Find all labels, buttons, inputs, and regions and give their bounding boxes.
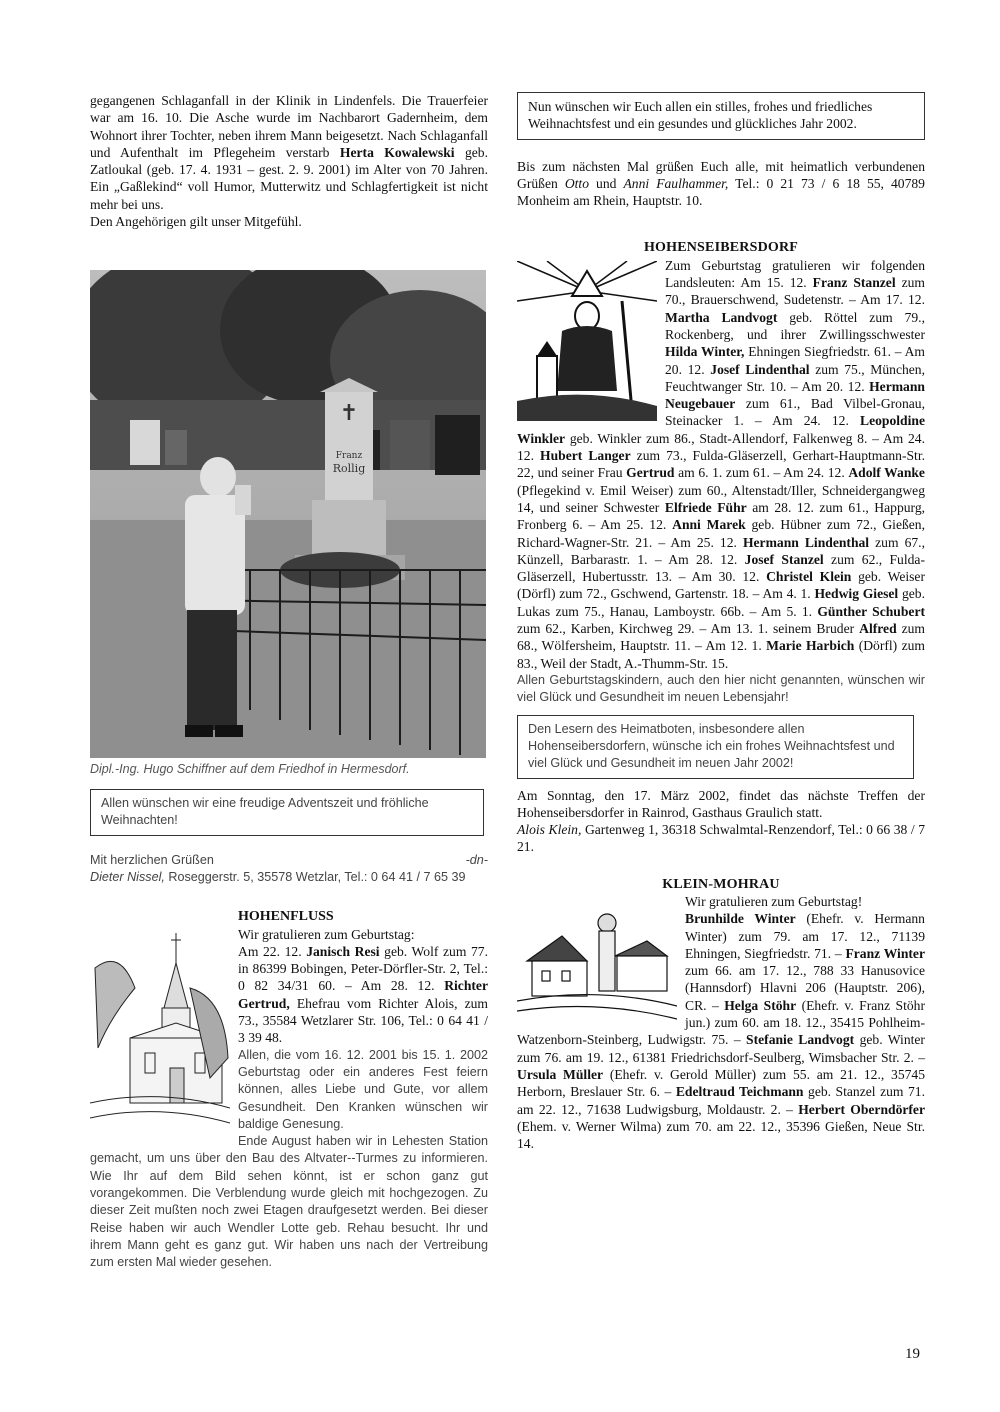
gravestone-line-2: Rollig [332,462,366,476]
woodcut-drawing [517,261,657,421]
closing-greeting: Bis zum nächsten Mal grüßen Euch alle, mit heimatlich verbundenen Grüßen Otto und Anni Faulhammer, Tel.: 0 21 73 / 6 18 55, 40789 Monheim am Rhein, Hauptstr. 10. [517,158,925,209]
chapel-drawing [90,928,230,1140]
hohenseibersdorf-wish: Allen Geburtstagskindern, auch den hier nicht genannten, wünschen wir viel Glück und Gesundheit im neuen Lebensjahr! [517,672,925,705]
hohenfluss-intro: Wir gratulieren zum Geburtstag: [238,926,415,942]
hohenfluss-section [90,908,488,1271]
hohenfluss-report: Ende August haben wir in Lehesten Station gemacht, um uns über den Bau des Altvater--Turmes zu informieren. Wie Ihr auf dem Bild sehen könnt, ist er schon ganz gut vorangekommen. Die Verblendung wurde gleich mit hochgezogen. Zu dieser Zeit mußten noch zwei Etagen draufgesetzt werden. Bei dieser Reise haben wir auch Wendler Lotte geb. Rehau besucht. Ihr und ihrem Mann geht es ganz gut. Wir haben uns nach der Vertreibung zum ersten Mal wieder gesehen. [90,1134,488,1270]
cemetery-photo [90,270,486,758]
hohenseibersdorf-greeting-box: Den Lesern des Heimatboten, insbesondere allen Hohenseibersdorfern, wünsche ich ein frohes Weihnachtsfest und viel Glück und Gesundheit im neuen Jahr 2002! [517,715,914,779]
hohenfluss-wishes: Allen, die vom 16. 12. 2001 bis 15. 1. 2002 Geburtstag oder ein anderes Fest feiern können, alles Liebe und Gute, vor allem Gesundheit. Den Kranken wünschen wir baldige Genesung. [238,1047,488,1131]
greeting-line: Mit herzlichen Grüßen -dn- [90,852,488,867]
hohenseibersdorf-signature: Alois Klein, Gartenweg 1, 36318 Schwalmtal-Renzendorf, Tel.: 0 66 38 / 7 21. [517,822,925,855]
photo-caption: Dipl.-Ing. Hugo Schiffner auf dem Friedhof in Hermesdorf. [90,762,410,777]
hohenseibersdorf-birthdays: Zum Geburtstag gratulieren wir folgenden Landsleuten: Am 15. 12. Franz Stanzel zum 70., Brauerschwend, Sudetenstr. – Am 17. 12. Martha Landvogt geb. Röttel zum 79., Rockenberg, und ihrer Zwillingsschwester Hilda Winter, Ehningen Siegfriedstr. 61. – Am 20. 12. Josef Lindenthal zum 75., München, Feuchtwanger Str. 10. – Am 20. 12. Hermann Neugebauer zum 61., Bad Vilbel-Gronau, Steinacker 1. – Am 24. 12. Leopoldine Winkler geb. Winkler zum 86., Stadt-Allendorf, Falkenweg 8. – Am 24. 12. Hubert Langer zum 73., Fulda-Gläserzell, Gerhart-Hauptmann-Str. 22, und seiner Frau Gertrud am 6. 1. zum 61. – Am 24. 12. Adolf Wanke (Pflegekind v. Emil Weiser) zum 60., Altenstadt/Iller, Schneidergangweg 14, und seiner Schwester Elfriede Führ am 28. 12. zum 61., Happurg, Fronberg 6. – Am 25. 12. Anni Marek geb. Hübner zum 72., Gießen, Richard-Wagner-Str. 21. – Am 25. 12. Hermann Lindenthal zum 67., Künzell, Barbarastr. 1. – Am 28. 12. Josef Stanzel zum 62., Fulda-Gläserzell, Hubertusstr. 13. – Am 30. 12. Christel Klein geb. Weiser (Dörfl) zum 72., Gschwend, Gartenstr. 18. – Am 4. 1. Hedwig Giesel geb. Lukas zum 75., Hanau, Lamboystr. 66b. – Am 5. 1. Günther Schubert zum 62., Karben, Kirchweg 29. – Am 13. 1. seinem Bruder Alfred zum 68., Wölfersheim, Hauptstr. 11. – Am 12. 1. Marie Harbich (Dörfl) zum 83., Weil der Stadt, A.-Thumm-Str. 15. [517,257,926,671]
kleinmohrau-heading: KLEIN-MOHRAU [662,876,780,892]
hohenseibersdorf-section [517,239,925,855]
condolence-line: Den Angehörigen gilt unser Mitgefühl. [90,214,302,230]
village-illustration [517,901,677,1026]
gravestone-cross: ✝ [339,401,359,427]
saint-woodcut [517,261,657,421]
left-column [90,92,488,1272]
hohenseibersdorf-heading: HOHENSEIBERSDORF [643,240,799,256]
page-number: 19 [905,1346,920,1362]
kleinmohrau-section [517,876,925,1153]
greeting-signature: Dieter Nissel, Roseggerstr. 5, 35578 Wetzlar, Tel.: 0 64 41 / 7 65 39 [90,869,466,884]
advent-greeting-box: Allen wünschen wir eine freudige Adventszeit und fröhliche Weihnachten! [90,789,484,836]
christmas-greeting-box: Nun wünschen wir Euch allen ein stilles, frohes und friedliches Weihnachtsfest und ein gesundes und glückliches Jahr 2002. [517,92,925,140]
chapel-illustration [90,928,230,1140]
right-column [517,92,925,1152]
hohenfluss-heading: HOHENFLUSS [238,909,334,925]
hohenfluss-birthdays: Am 22. 12. Janisch Resi geb. Wolf zum 77. in 86399 Bobingen, Peter-Dörfler-Str. 2, Tel.: 0 82 34/31 60. – Am 28. 12. Richter Gertrud, Ehefrau vom Richter Alois, zum 73., 35584 Wetzlarer Str. 106, Tel.: 0 64 41 / 3 39 48. [238,943,488,1046]
cemetery-photo-drawing [90,270,486,758]
meeting-announcement: Am Sonntag, den 17. März 2002, findet das nächste Treffen der Hohenseibersdorfer in Rainrod, Gasthaus Graulich statt. [517,787,925,820]
village-drawing [517,901,677,1026]
kleinmohrau-intro: Wir gratulieren zum Geburtstag! [685,893,863,909]
gravestone-line-1: Franz [335,451,363,462]
kleinmohrau-birthdays: Brunhilde Winter (Ehefr. v. Hermann Winter) zum 79. am 17. 12., 71139 Ehningen, Siegfriedstr. 71. – Franz Winter zum 66. am 17. 12., 788 33 Hanusovice (Hannsdorf) Hlavni 206 (Hauptstr. 206), CR. – Helga Stöhr (Ehefr. v. Franz Stöhr jun.) zum 60. am 18. 12., 35415 Pohlheim-Watzenborn-Steinberg, Ludwigstr. 75. – Stefanie Landvogt geb. Winter zum 76. am 19. 12., 61381 Friedrichsdorf-Seulberg, Wimsbacher Str. 2. – Ursula Müller (Ehefr. v. Gerold Müller) zum 55. am 21. 12., 35745 Herborn, Breslauer Str. 6. – Edeltraud Teichmann geb. Stanzel zum 71. am 22. 12., 71638 Ludwigsburg, Moldaustr. 2. – Herbert Oberndörfer (Ehem. v. Werner Wilma) zum 70. am 22. 12., 35396 Gießen, Neue Str. 14. [517,911,926,1152]
obituary-paragraph: gegangenen Schlaganfall in der Klinik in Lindenfels. Die Trauerfeier war am 16. 10. Die Asche wurde im Nachbarort Gadernheim, dem Wohnort ihrer Tochter, neben ihrem Mann beigesetzt. Nach Schlaganfall und Aufenthalt im Pflegeheim verstarb Herta Kowalewski geb. Zatloukal (geb. 17. 4. 1931 – gest. 2. 9. 2001) im Alter von 70 Jahren. Ein „Gaßlekind“ voll Humor, Mutterwitz und Schlagfertigkeit ist nicht mehr bei uns. [90,93,489,212]
